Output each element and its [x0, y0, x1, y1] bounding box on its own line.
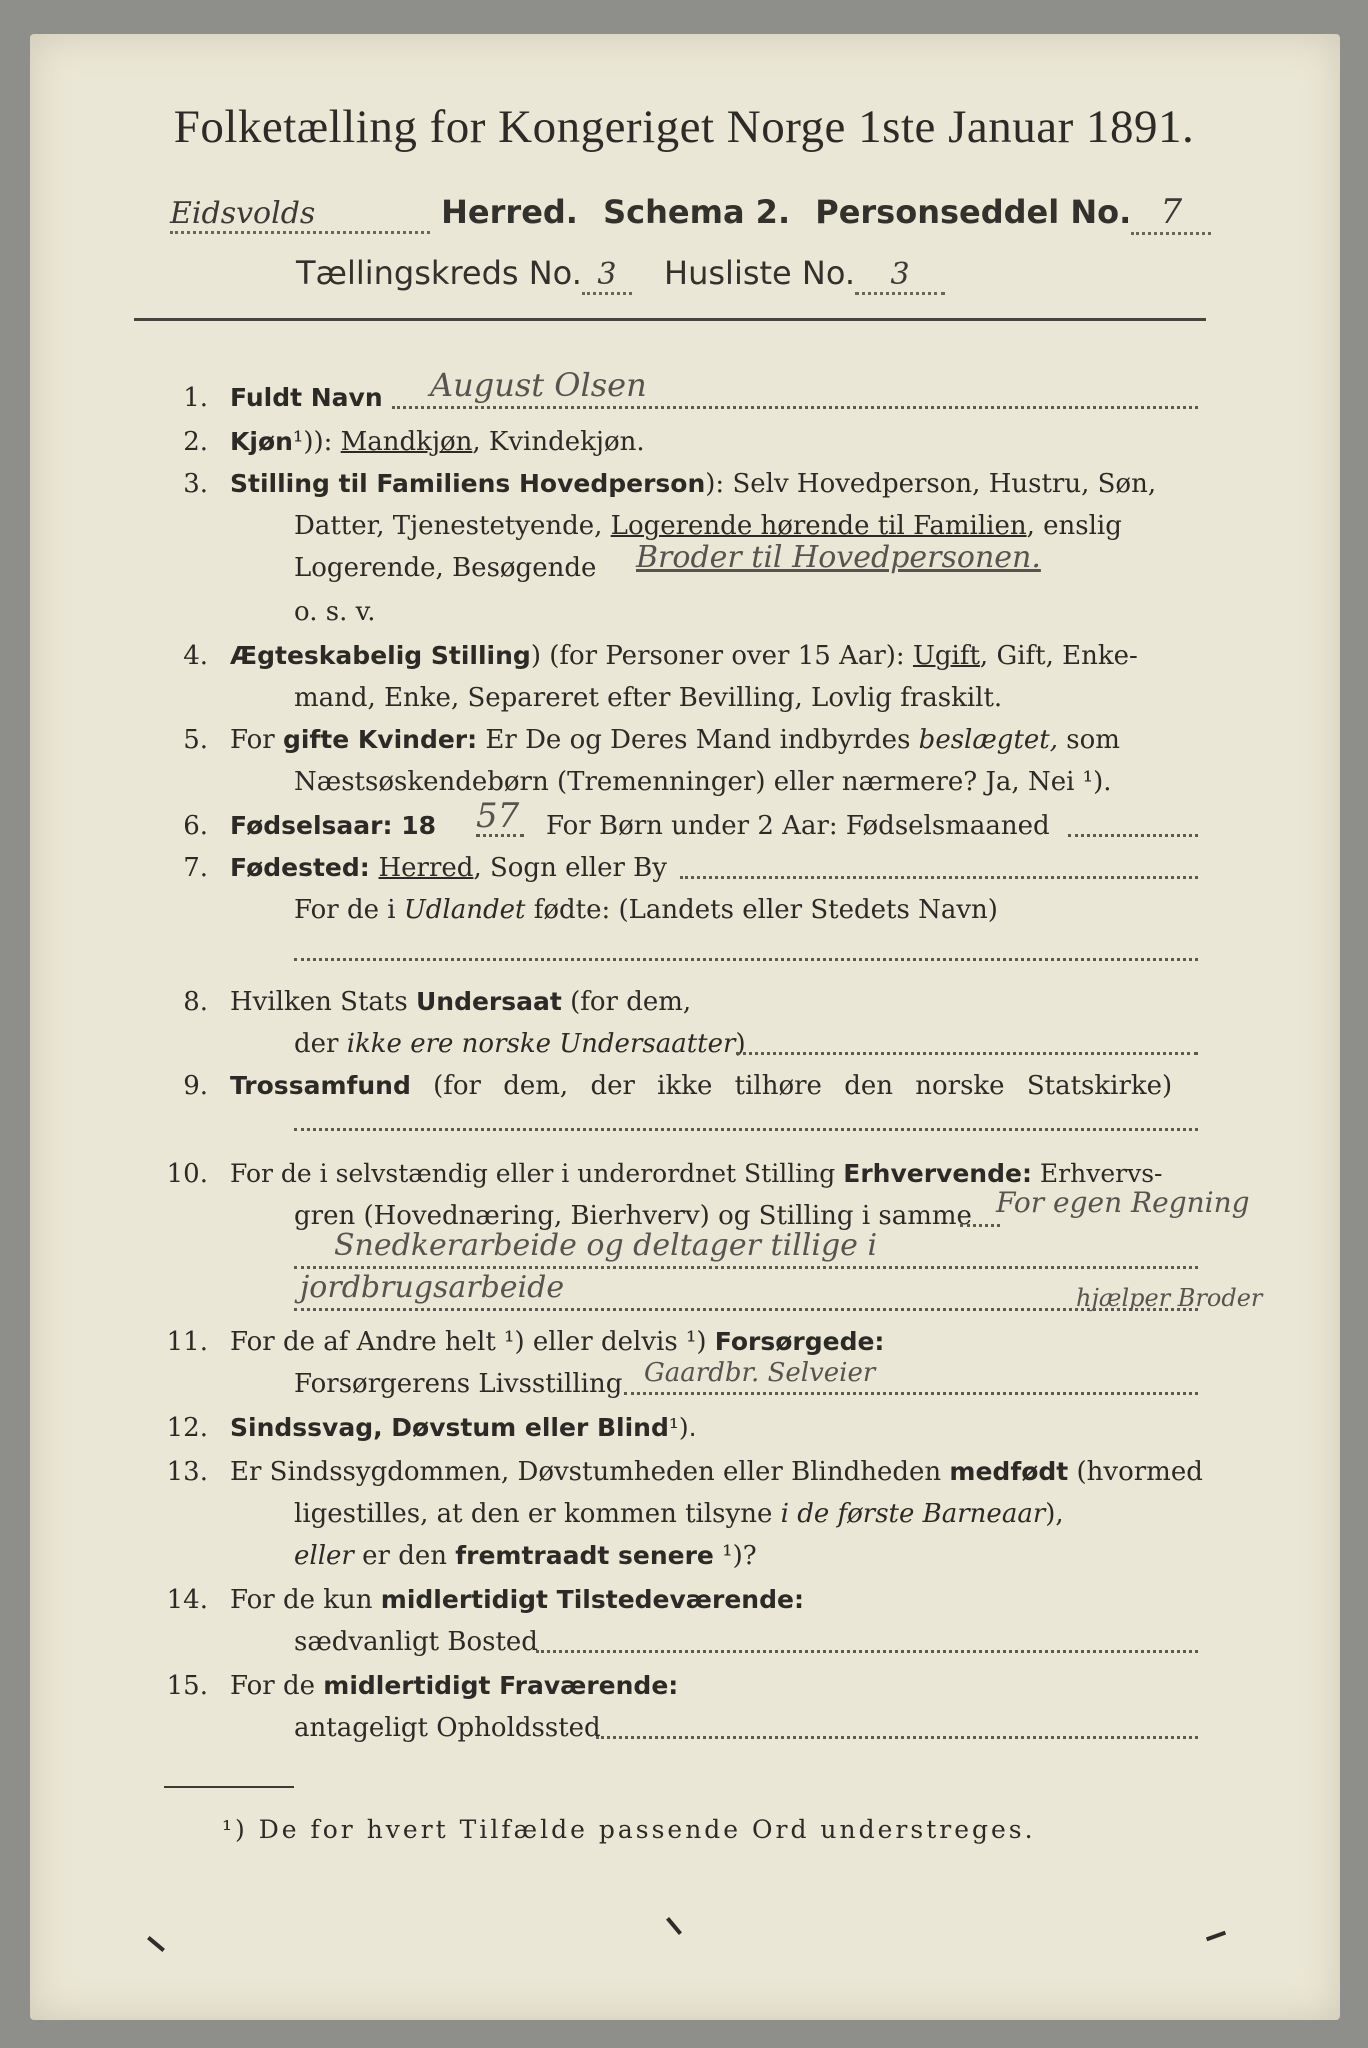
citizenship-non-norwegian: ikke ere norske Undersaatter [346, 1029, 736, 1059]
birth-month-text: For Børn under 2 Aar: Fødselsmaaned [546, 811, 1050, 841]
husliste-value: 3 [855, 257, 945, 295]
form-title: Folketælling for Kongeriget Norge 1ste Januar 1891. [173, 101, 1195, 153]
item-number-10: 10. [166, 1159, 208, 1189]
field-citizenship [230, 982, 691, 1022]
disability-label: Sindssvag, Døvstum eller Blind [230, 1413, 669, 1442]
husliste-label: Husliste No. [664, 254, 856, 292]
birthplace-label: Fødested: [230, 853, 379, 882]
kreds-line [296, 254, 945, 295]
disability-footnote-ref: ¹) [668, 1413, 689, 1442]
congenital-close: ), [1045, 1499, 1064, 1529]
field-temporary-absent [230, 1666, 678, 1706]
temporary-absent-label: midlertidigt Fraværende: [323, 1671, 679, 1700]
probable-residence-line [596, 1736, 1198, 1739]
field-married-women [230, 720, 1120, 760]
congenital-label: medfødt [949, 1457, 1069, 1486]
occupation-suffix: Erhvervs- [1031, 1159, 1163, 1188]
marital-options-1: , Gift, Enke- [979, 641, 1138, 671]
citizenship-label: Undersaat [415, 987, 562, 1016]
family-position-label: Stilling til Familiens Hovedperson [230, 469, 706, 498]
gender-male-underlined: Mandkjøn [340, 427, 473, 457]
abroad-word: Udlandet [403, 895, 526, 925]
family-position-options-1: ): Selv Hovedperson, Hustru, Søn, [705, 469, 1157, 499]
item-number-8: 8. [183, 987, 208, 1017]
kreds-label: Tællingskreds No. [296, 254, 582, 292]
handwritten-supporter: Gaardbr. Selveier [644, 1358, 876, 1388]
herred-label: Herred. [441, 193, 578, 231]
congenital-later: fremtraadt senere [455, 1541, 714, 1570]
probable-residence-label: antageligt Opholdssted [294, 1713, 601, 1743]
footnote-divider [164, 1786, 294, 1788]
supporter-label: Forsørgerens Livsstilling [294, 1369, 623, 1399]
supporter-line [624, 1392, 1198, 1395]
item-number-15: 15. [166, 1671, 208, 1701]
occupation-label: Erhvervende: [843, 1159, 1032, 1188]
temporary-absent-prefix: For de [230, 1671, 324, 1701]
field-temporary-present [230, 1580, 804, 1620]
handwritten-occupation-4: hjælper Broder [1076, 1284, 1263, 1312]
married-women-related: beslægtet, [918, 725, 1058, 755]
item-number-12: 12. [166, 1413, 208, 1443]
religion-qualifier: (for dem, der ikke tilhøre den norske Statskirke) [410, 1071, 1173, 1101]
item-number-4: 4. [183, 641, 208, 671]
gender-colon: ): [313, 427, 341, 457]
congenital-prefix: Er Sindssygdommen, Døvstumheden eller Blindheden [230, 1457, 950, 1487]
family-position-options-3: , enslig [1026, 511, 1122, 541]
religion-label: Trossamfund [230, 1071, 411, 1100]
birthplace-line [680, 876, 1198, 879]
married-women-som: som [1058, 725, 1120, 755]
abroad-suffix: fødte: (Landets eller Stedets Navn) [525, 895, 998, 925]
occupation-prefix: For de i selvstændig eller i underordnet Stilling [230, 1159, 844, 1188]
temporary-present-prefix: For de kun [230, 1585, 381, 1615]
temporary-present-label: midlertidigt Tilstedeværende: [380, 1585, 804, 1614]
field-congenital [230, 1452, 1203, 1492]
personseddel-value: 7 [1131, 192, 1211, 235]
congenital-line-3 [294, 1536, 757, 1576]
herred-value: Eidsvolds [170, 196, 430, 234]
item-number-7: 7. [183, 853, 208, 883]
religion-line [294, 1128, 1198, 1131]
congenital-childhood: i de første Barneaar [780, 1499, 1046, 1529]
citizenship-line [736, 1052, 1198, 1055]
married-women-question: Er De og Deres Mand indbyrdes [477, 725, 919, 755]
usual-residence-label: sædvanligt Bosted [294, 1627, 538, 1657]
item-number-2: 2. [183, 427, 208, 457]
supported-label: Forsørgede: [714, 1327, 885, 1356]
birth-month-label [546, 806, 1050, 846]
item-number-13: 13. [166, 1457, 208, 1487]
gender-footnote-ref: ¹) [292, 427, 314, 457]
marital-options-2: mand, Enke, Separeret efter Bevilling, Lovlig fraskilt. [294, 683, 1003, 713]
handwritten-birth-year: 57 [476, 796, 520, 836]
field-birthplace [230, 848, 667, 888]
field-supported [230, 1322, 884, 1362]
marital-qualifier: ) (for Personer over 15 Aar): [530, 641, 913, 671]
congenital-text-2: ligestilles, at den er kommen tilsyne [294, 1499, 781, 1529]
citizenship-prefix: Hvilken Stats [230, 987, 416, 1017]
gender-label: Kjøn [230, 427, 293, 456]
item-number-3: 3. [183, 469, 208, 499]
handwritten-name: August Olsen [430, 366, 647, 404]
item-number-11: 11. [166, 1327, 208, 1357]
footnote: ¹) De for hvert Tilfælde passende Ord understreges. [222, 1815, 1036, 1844]
occupation-line-b [294, 1266, 1198, 1269]
field-full-name: Fuldt Navn [230, 383, 383, 412]
congenital-eller: eller [294, 1541, 354, 1571]
schema-label: Schema 2. [603, 193, 791, 231]
header-divider [134, 318, 1206, 321]
field-marital-status [230, 636, 1138, 676]
item-number-1: 1. [183, 383, 208, 413]
congenital-text-3: er den [353, 1541, 456, 1571]
family-position-options-2: Datter, Tjenestetyende, [294, 511, 611, 541]
occupation-line-c [294, 1308, 1198, 1311]
occupation-line-2: gren (Hovednæring, Bierhverv) og Stilling i samme [294, 1201, 972, 1231]
married-women-prefix: For [230, 725, 283, 755]
handwritten-occupation-1: For egen Regning [996, 1186, 1250, 1219]
field-disability: Sindssvag, Døvstum eller Blind¹). [230, 1413, 697, 1442]
married-women-line-2: Næstsøskendebørn (Tremenninger) eller nærmere? Ja, Nei ¹). [294, 767, 1112, 797]
birthplace-herred-underlined: Herred [378, 853, 474, 883]
kreds-value: 3 [582, 257, 632, 295]
citizenship-der: der [294, 1029, 347, 1059]
name-line [392, 406, 1198, 409]
citizenship-qualifier: (for dem, [561, 987, 692, 1017]
handwritten-occupation-2: Snedkerarbeide og deltager tillige i [334, 1228, 878, 1263]
congenital-line-2 [294, 1494, 1064, 1534]
occupation-line-a [960, 1224, 1000, 1227]
married-women-label: gifte Kvinder: [282, 725, 478, 754]
family-position-line-3 [294, 548, 596, 588]
congenital-question: ¹)? [713, 1541, 757, 1571]
abroad-prefix: For de i [294, 895, 404, 925]
usual-residence-line [536, 1650, 1198, 1653]
abroad-answer-line [294, 958, 1198, 961]
birthplace-options: , Sogn eller By [473, 853, 667, 883]
field-family-position [230, 464, 1156, 504]
supported-prefix: For de af Andre helt ¹) eller delvis ¹) [230, 1327, 715, 1357]
congenital-suffix: (hvormed [1068, 1457, 1203, 1487]
birth-year-label: Fødselsaar: 18 [230, 811, 436, 840]
marital-unmarried-underlined: Ugift [912, 641, 980, 671]
item-number-9: 9. [183, 1071, 208, 1101]
citizenship-close: ) [735, 1029, 746, 1059]
item-number-6: 6. [183, 811, 208, 841]
item-number-14: 14. [166, 1585, 208, 1615]
handwritten-family-position: Broder til Hovedpersonen. [636, 540, 1041, 575]
field-gender [230, 422, 645, 462]
field-birth-year [230, 806, 436, 846]
citizenship-line-2 [294, 1024, 746, 1064]
field-religion [230, 1066, 1172, 1106]
marital-label: Ægteskabelig Stilling [230, 641, 531, 670]
family-position-options-4: Logerende, Besøgende [294, 553, 597, 583]
item-number-5: 5. [183, 725, 208, 755]
personseddel-label: Personseddel No. [815, 193, 1132, 231]
family-position-etc: o. s. v. [294, 597, 376, 627]
handwritten-occupation-3: jordbrugsarbeide [300, 1270, 565, 1305]
family-position-underlined: Logerende hørende til Familien [610, 511, 1027, 541]
herred-line [170, 192, 1211, 235]
abroad-line [294, 890, 998, 930]
birth-month-line [1068, 834, 1198, 837]
gender-female: , Kvindekjøn. [472, 427, 645, 457]
